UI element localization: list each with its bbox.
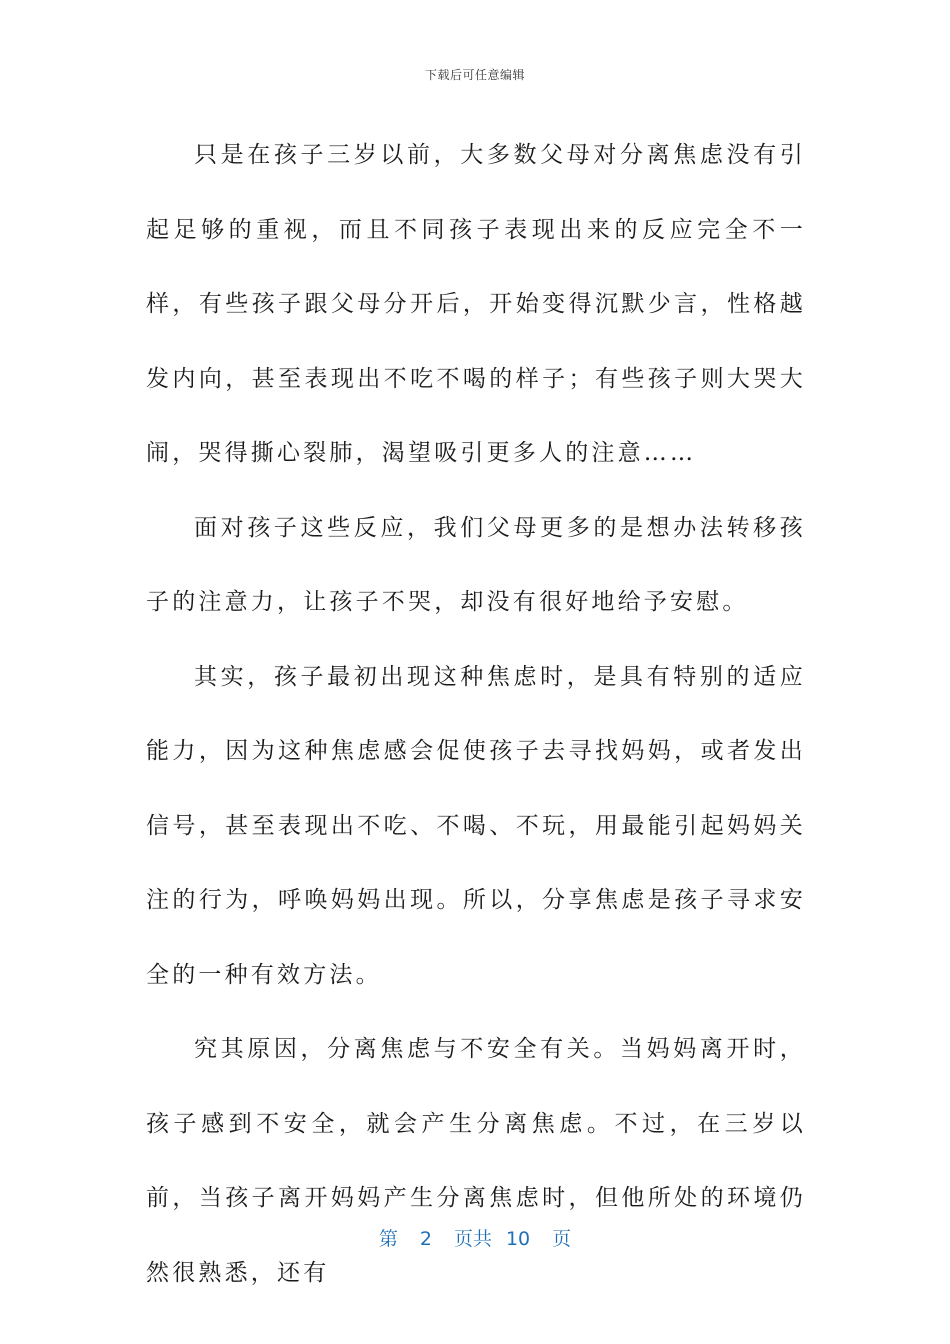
page-suffix: 页 (552, 1228, 572, 1250)
page-prefix: 第 (378, 1228, 398, 1250)
header-note: 下载后可任意编辑 (424, 68, 525, 82)
page-footer (0, 1224, 950, 1251)
paragraph-1: 只是在孩子三岁以前，大多数父母对分离焦虑没有引起足够的重视，而且不同孩子表现出来的反应完全不一样，有些孩子跟父母分开后，开始变得沉默少言，性格越发内向，甚至表现出不吃不喝的样子；有些孩子则大哭大闹，哭得撕心裂肺，渴望吸引更多人的注意…… (146, 142, 806, 466)
page-middle: 页共 (453, 1228, 492, 1250)
paragraph-2: 面对孩子这些反应，我们父母更多的是想办法转移孩子的注意力，让孩子不哭，却没有很好地给予安慰。 (146, 514, 806, 615)
paragraph-4: 究其原因，分离焦虑与不安全有关。当妈妈离开时，孩子感到不安全，就会产生分离焦虑。不过，在三岁以前，当孩子离开妈妈产生分离焦虑时，但他所处的环境仍然很熟悉，还有 (146, 1036, 806, 1286)
body-text (146, 118, 806, 1310)
current-page-number: 2 (419, 1228, 432, 1250)
total-pages-number: 10 (505, 1228, 531, 1250)
paragraph-3: 其实，孩子最初出现这种焦虑时，是具有特别的适应能力，因为这种焦虑感会促使孩子去寻找妈妈，或者发出信号，甚至表现出不吃、不喝、不玩，用最能引起妈妈关注的行为，呼唤妈妈出现。所以，分享焦虑是孩子寻求安全的一种有效方法。 (146, 663, 806, 988)
